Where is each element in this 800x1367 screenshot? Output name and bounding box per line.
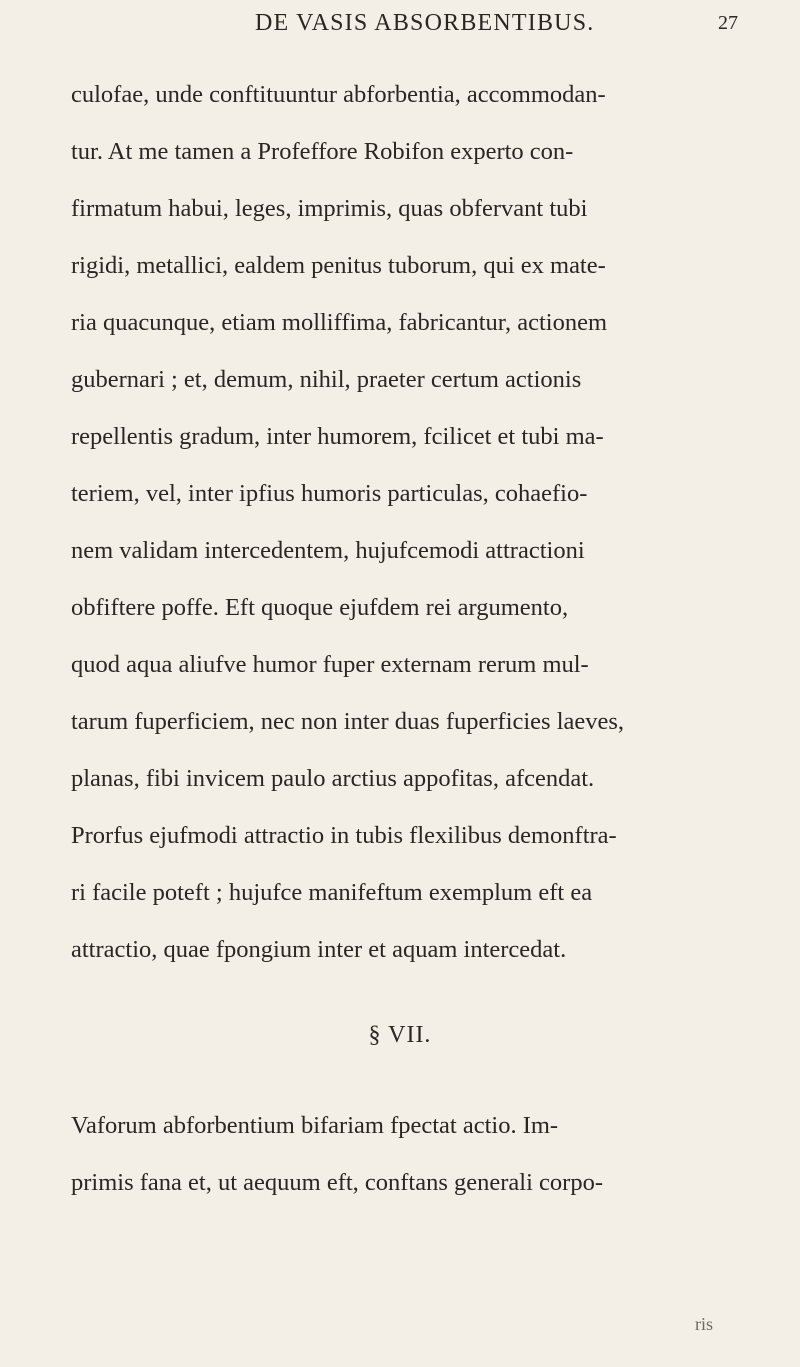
text-line: attractio, quae fpongium inter et aquam intercedat. [71, 936, 567, 963]
text-line: planas, fibi invicem paulo arctius appofitas, afcendat. [71, 765, 595, 792]
text-line: Prorfus ejufmodi attractio in tubis flexilibus demonftra- [71, 822, 617, 849]
text-line: primis fana et, ut aequum eft, conftans generali corpo- [71, 1169, 603, 1196]
catchword: ris [695, 1314, 713, 1334]
text-line: culofae, unde conftituuntur abforbentia, accommodan- [71, 81, 606, 108]
text-line: firmatum habui, leges, imprimis, quas obfervant tubi [71, 195, 588, 222]
text-line: quod aqua aliufve humor fuper externam rerum mul- [71, 651, 589, 678]
running-head [0, 6, 800, 46]
text-line: tarum fuperficiem, nec non inter duas fuperficies laeves, [71, 708, 625, 735]
text-line: Vaforum abforbentium bifariam fpectat actio. Im- [71, 1112, 559, 1139]
running-title: DE VASIS ABSORBENTIBUS. [255, 10, 595, 36]
text-line: teriem, vel, inter ipfius humoris particulas, cohaefio- [71, 480, 588, 507]
page-number: 27 [718, 12, 738, 34]
text-line: rigidi, metallici, ealdem penitus tuborum, qui ex mate- [71, 252, 606, 279]
text-line: nem validam intercedentem, hujufcemodi attractioni [71, 537, 585, 564]
text-line: obfiftere poffe. Eft quoque ejufdem rei argumento, [71, 594, 569, 621]
text-line: gubernari ; et, demum, nihil, praeter certum actionis [71, 366, 582, 393]
section-heading: § VII. [368, 1022, 432, 1048]
text-line: tur. At me tamen a Profeffore Robifon experto con- [71, 138, 574, 165]
text-line: ri facile poteft ; hujufce manifeftum exemplum eft ea [71, 879, 593, 906]
text-line: ria quacunque, etiam molliffima, fabricantur, actionem [71, 309, 607, 336]
text-line: repellentis gradum, inter humorem, fcilicet et tubi ma- [71, 423, 604, 450]
